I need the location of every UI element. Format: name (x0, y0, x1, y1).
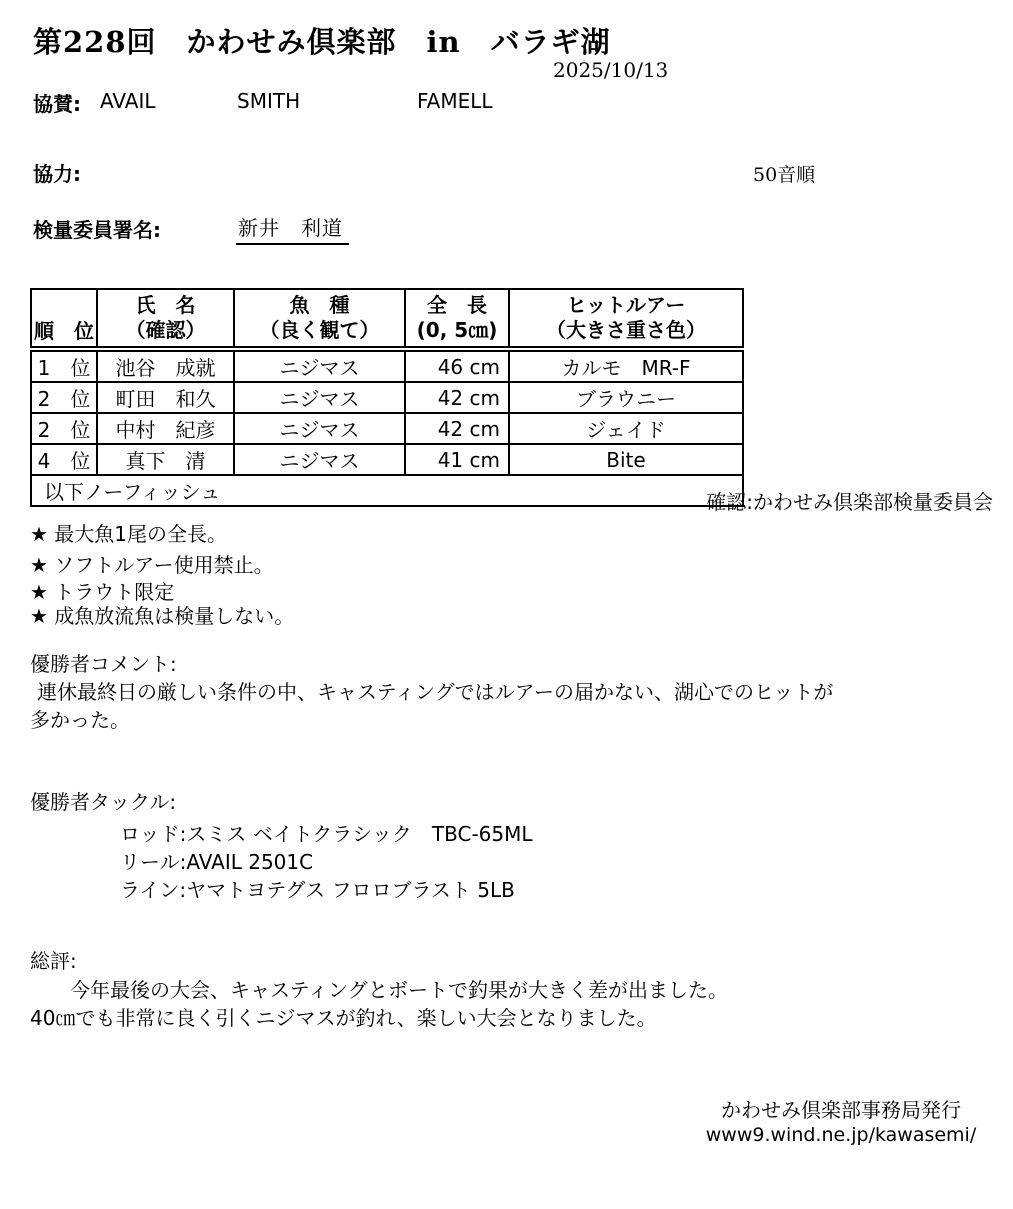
cell-length: 41 cm (405, 444, 509, 475)
header-rank-line2: 順 位 (34, 319, 94, 343)
results-table (30, 288, 744, 507)
cell-species: ニジマス (234, 444, 405, 475)
sponsor-label: 協賛: (33, 92, 81, 116)
header-lure-line1: ヒットルアー (566, 293, 686, 317)
results-table-header-row (31, 289, 743, 349)
cell-name: 町田 和久 (97, 382, 234, 413)
winner-tackle-reel: リール:AVAIL 2501C (120, 850, 314, 874)
measurement-committee-signature-label: 検量委員署名: (33, 218, 161, 242)
header-lure (509, 289, 743, 349)
header-species (234, 289, 405, 349)
measurement-committee-signature-name: 新井 利道 (236, 212, 349, 245)
table-row (31, 349, 743, 382)
header-name-line1: 氏 名 (135, 293, 196, 317)
no-fish-cell: 以下ノーフィッシュ (31, 475, 743, 506)
header-name-line2: （確認） (125, 318, 206, 342)
page-title: 第228回 かわせみ倶楽部 in バラギ湖 (33, 25, 611, 59)
winner-comment-label: 優勝者コメント: (30, 652, 177, 676)
cell-lure: カルモ MR-F (509, 349, 743, 382)
overall-review-line1: 今年最後の大会、キャスティングとボートで釣果が大きく差が出ました。 (70, 978, 728, 1002)
winner-tackle-line: ライン:ヤマトヨテグス フロロブラスト 5LB (120, 878, 515, 902)
header-lure-line2: （大きさ重さ色） (546, 318, 706, 342)
rule-note-trout-only: ★ トラウト限定 (30, 580, 175, 604)
winner-tackle-rod: ロッド:スミス ベイトクラシック TBC-65ML (120, 822, 533, 846)
cell-length: 42 cm (405, 413, 509, 444)
cell-name: 真下 清 (97, 444, 234, 475)
event-date: 2025/10/13 (553, 58, 669, 82)
cell-length: 42 cm (405, 382, 509, 413)
overall-review-label: 総評: (30, 949, 77, 973)
cell-lure: ジェイド (509, 413, 743, 444)
table-row (31, 444, 743, 475)
sponsor-smith: SMITH (237, 89, 301, 113)
cell-species: ニジマス (234, 413, 405, 444)
header-species-line2: （良く観て） (259, 318, 380, 342)
cell-species: ニジマス (234, 349, 405, 382)
winner-tackle-label: 優勝者タックル: (30, 790, 177, 814)
header-length-line1: 全 長 (427, 293, 487, 317)
cell-rank: 1 位 (31, 349, 97, 382)
header-rank (31, 289, 97, 349)
table-row (31, 382, 743, 413)
header-name (97, 289, 234, 349)
cell-rank: 2 位 (31, 382, 97, 413)
winner-comment-line1: 連休最終日の厳しい条件の中、キャスティングではルアーの届かない、湖心でのヒットが (37, 680, 834, 704)
cell-lure: Bite (509, 444, 743, 475)
club-website-url: www9.wind.ne.jp/kawasemi/ (705, 1124, 977, 1146)
rule-note-softlure-ban: ★ ソフトルアー使用禁止。 (30, 553, 274, 577)
syllabary-order-note: 50音順 (753, 164, 816, 186)
cell-species: ニジマス (234, 382, 405, 413)
cell-rank: 2 位 (31, 413, 97, 444)
cell-name: 中村 紀彦 (97, 413, 234, 444)
header-length (405, 289, 509, 349)
header-length-line2: (0, 5㎝) (416, 318, 498, 342)
cell-name: 池谷 成就 (97, 349, 234, 382)
winner-comment-line2: 多かった。 (30, 708, 130, 732)
table-row (31, 413, 743, 444)
sponsor-famell: FAMELL (417, 89, 493, 113)
sponsor-avail: AVAIL (100, 89, 156, 113)
header-species-line1: 魚 種 (289, 293, 350, 317)
overall-review-line2: 40㎝でも非常に良く引くニジマスが釣れ、楽しい大会となりました。 (30, 1006, 657, 1030)
cell-lure: ブラウニー (509, 382, 743, 413)
confirmation-note: 確認:かわせみ倶楽部検量委員会 (706, 490, 993, 514)
cell-rank: 4 位 (31, 444, 97, 475)
no-fish-row (31, 475, 743, 506)
publisher-credit: かわせみ倶楽部事務局発行 (721, 1098, 961, 1122)
cell-length: 46 cm (405, 349, 509, 382)
rule-note-max-fish: ★ 最大魚1尾の全長。 (30, 522, 228, 546)
cooperation-label: 協力: (33, 162, 81, 186)
rule-note-stocked-fish: ★ 成魚放流魚は検量しない。 (30, 604, 295, 628)
